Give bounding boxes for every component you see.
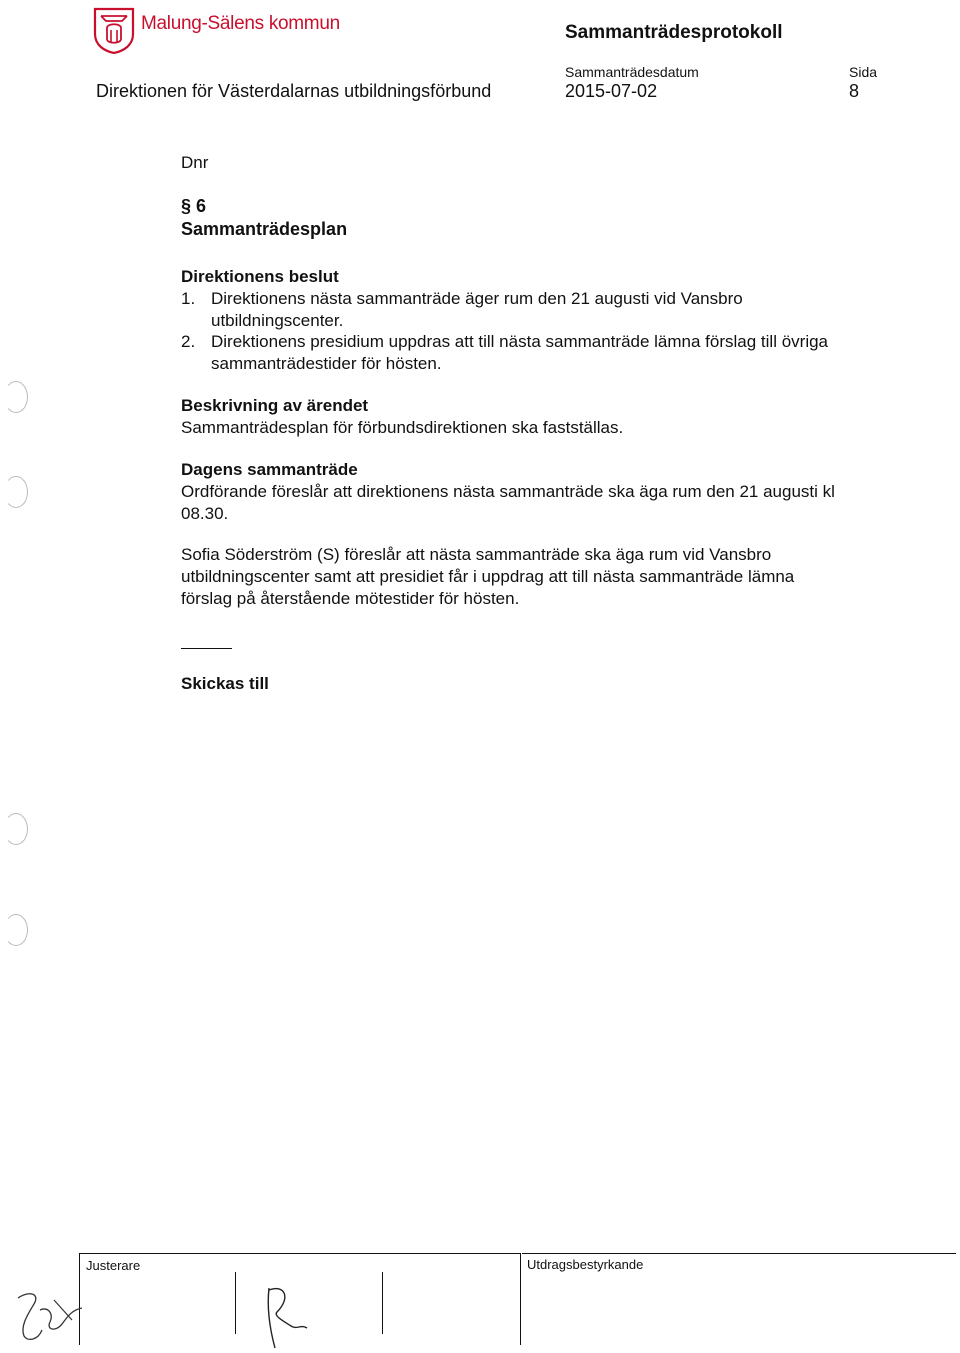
decision-item-line: sammanträdestider för hösten. [211, 354, 442, 373]
binder-hole [4, 476, 28, 508]
meeting-paragraph-line: utbildningscenter samt att presidiet får i uppdrag att till nästa sammanträde lämna [181, 567, 795, 586]
org-name: Malung-Sälens kommun [141, 13, 340, 34]
decision-heading: Direktionens beslut [181, 267, 339, 286]
decision-item-number: 2. [181, 332, 196, 351]
binder-hole [4, 813, 28, 845]
decision-item-line: utbildningscenter. [211, 311, 344, 330]
send-to-heading: Skickas till [181, 674, 269, 693]
description-heading: Beskrivning av ärendet [181, 396, 369, 415]
meeting-paragraph-line: förslag på återstående mötestider för hösten. [181, 589, 520, 608]
justerare-label: Justerare [86, 1258, 141, 1273]
meeting-paragraph-line: Sofia Söderström (S) föreslår att nästa sammanträde ska äga rum vid Vansbro [181, 545, 772, 564]
decision-item-line: Direktionens nästa sammanträde äger rum den 21 augusti vid Vansbro [211, 289, 743, 308]
footer-divider [520, 1253, 521, 1345]
signature-divider [382, 1272, 383, 1334]
meeting-date: 2015-07-02 [565, 81, 658, 101]
footer-rule [522, 1253, 956, 1254]
document-title: Sammanträdesprotokoll [565, 22, 783, 43]
decision-item-number: 1. [181, 289, 196, 308]
meeting-paragraph-line: Ordförande föreslår att direktionens nästa sammanträde ska äga rum den 21 augusti kl [181, 482, 835, 501]
date-label: Sammanträdesdatum [565, 64, 699, 80]
signature-divider [235, 1272, 236, 1334]
page-number: 8 [849, 81, 860, 101]
meeting-heading: Dagens sammanträde [181, 460, 358, 479]
signature-icon [255, 1282, 315, 1352]
binder-hole [4, 914, 28, 946]
description-text: Sammanträdesplan för förbundsdirektionen ska fastställas. [181, 418, 624, 437]
footer-rule [79, 1253, 520, 1254]
binder-hole [4, 381, 28, 413]
body-name: Direktionen för Västerdalarnas utbildningsförbund [96, 81, 492, 101]
paragraph-number: § 6 [181, 196, 207, 216]
decision-item-line: Direktionens presidium uppdras att till nästa sammanträde lämna förslag till övriga [211, 332, 829, 351]
separator-dash [181, 648, 232, 649]
meeting-paragraph-line: 08.30. [181, 504, 229, 523]
section-title: Sammanträdesplan [181, 219, 348, 239]
signature-icon [10, 1280, 90, 1350]
utdragsbestyrkande-label: Utdragsbestyrkande [527, 1257, 644, 1272]
coat-of-arms-icon [92, 6, 136, 54]
page-label: Sida [849, 64, 878, 80]
dnr-label: Dnr [181, 153, 209, 172]
